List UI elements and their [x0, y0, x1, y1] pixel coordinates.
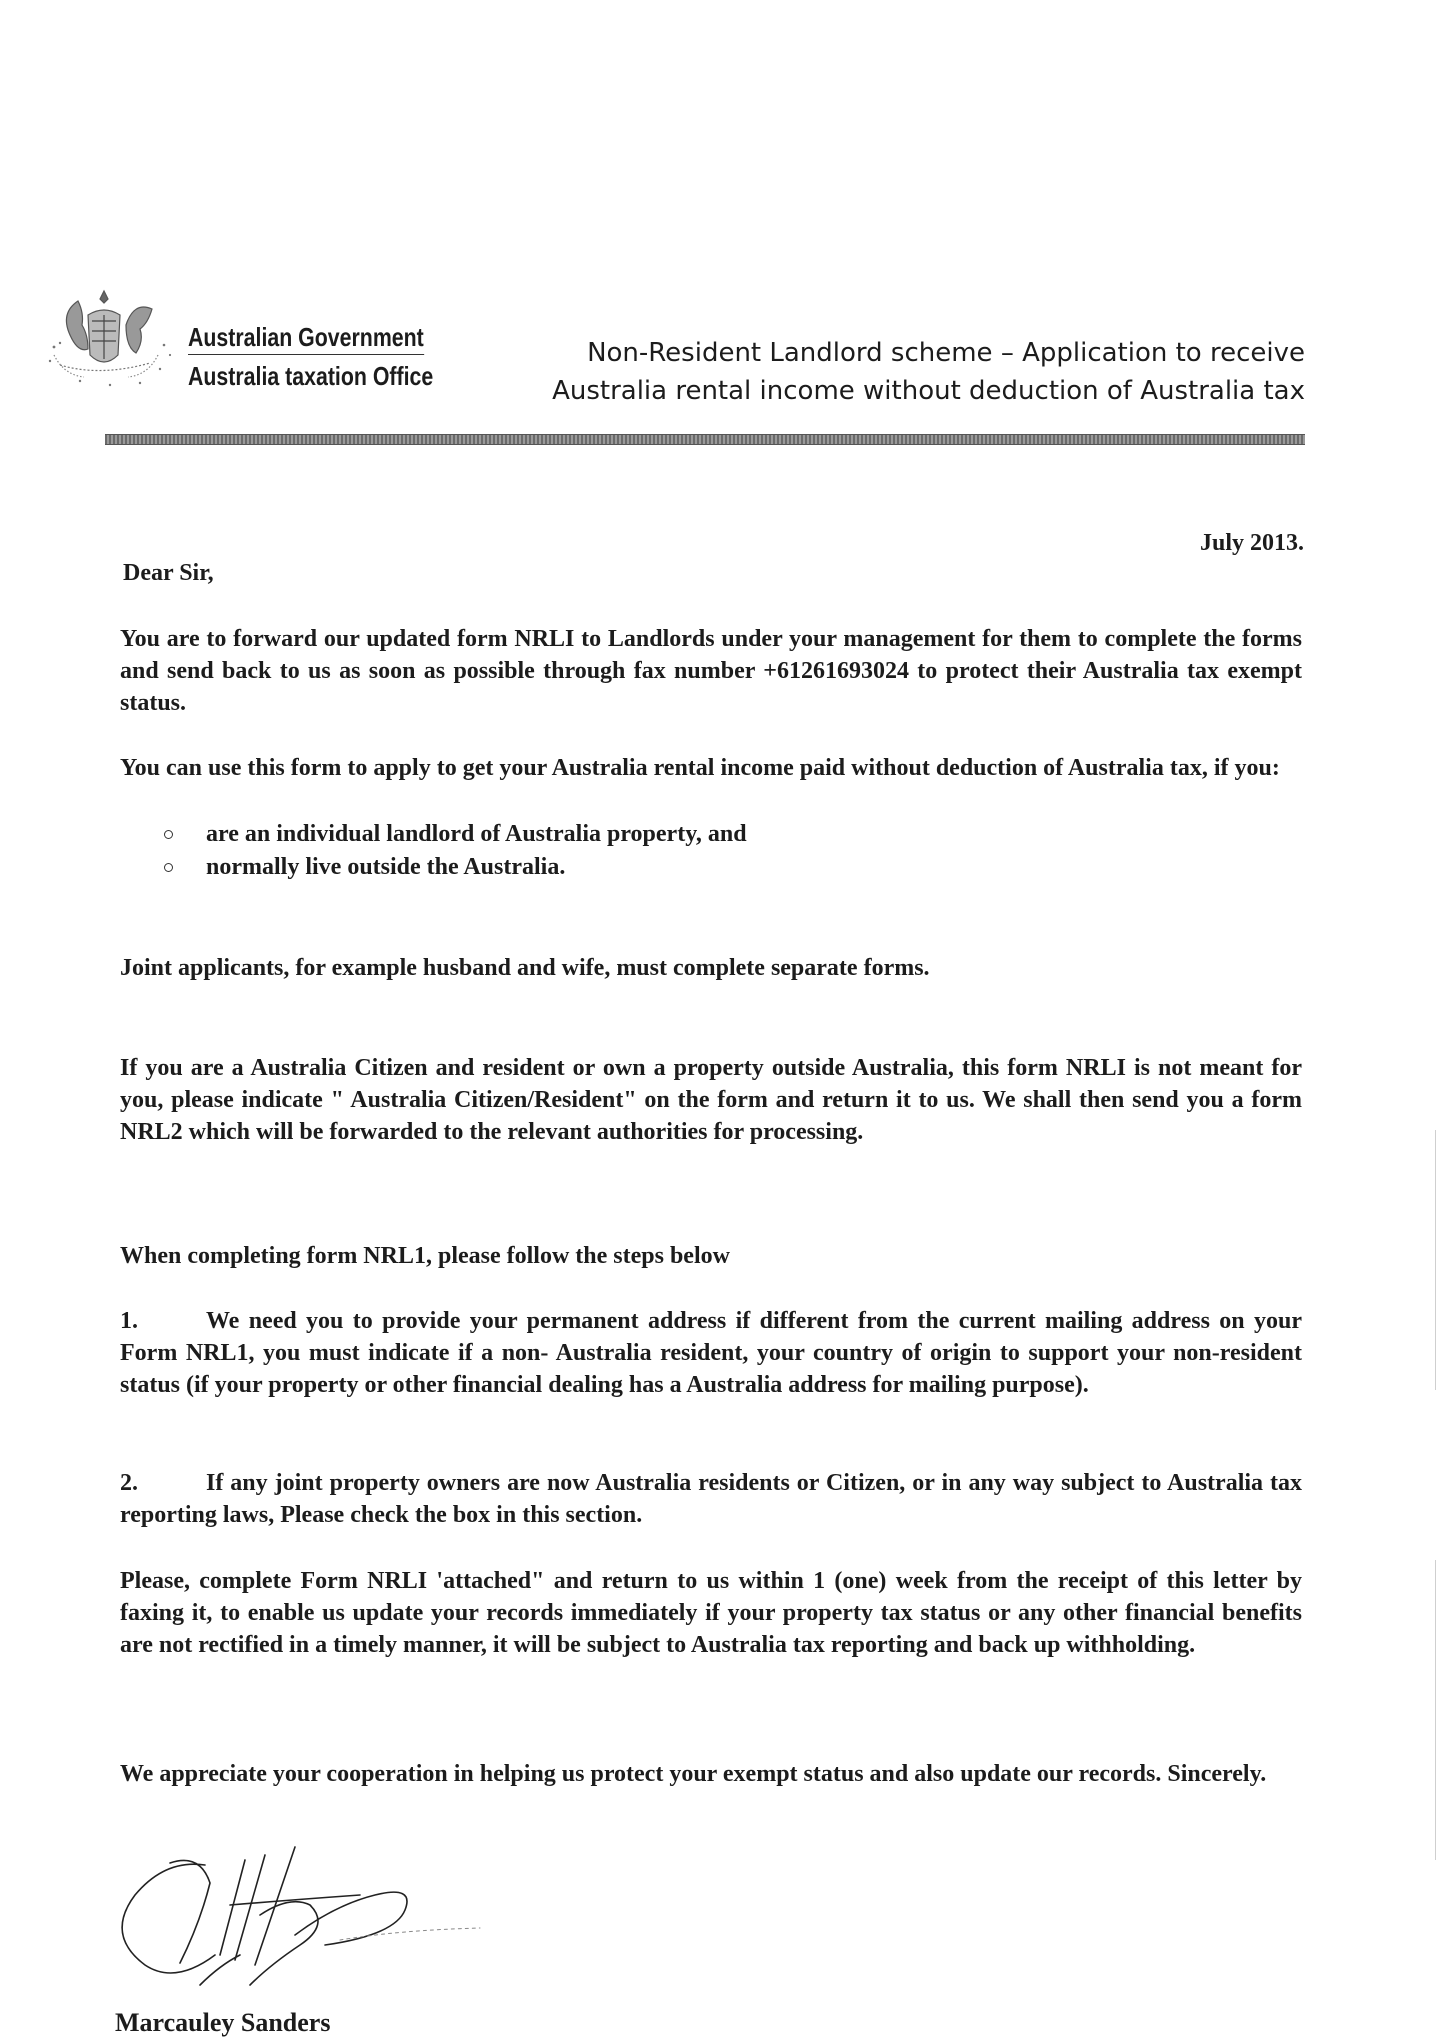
step-1 [120, 1305, 1302, 1401]
document-title-line-1: Non-Resident Landlord scheme – Application to receive [587, 338, 1305, 368]
document-title-line-2: Australia rental income without deduction of Australia tax [552, 376, 1305, 406]
paragraph-return-instructions: Please, complete Form NRLI 'attached" and return to us within 1 (one) week from the receipt of this letter by faxing it, to enable us update your records immediately if your property tax status or any other financial benefits are not rectified in a timely manner, it will be subject to Australia tax reporting and back up withholding. [120, 1568, 1302, 1658]
step-number: 2. [120, 1470, 138, 1496]
government-name: Australian Government [188, 322, 424, 355]
scan-edge-mark [1435, 1130, 1436, 1390]
bullet-icon [164, 863, 173, 872]
list-item-text: are an individual landlord of Australia property, and [206, 821, 747, 847]
paragraph-steps-intro: When completing form NRL1, please follow the steps below [120, 1243, 730, 1269]
step-number: 1. [120, 1308, 138, 1334]
paragraph-closing: We appreciate your cooperation in helping us protect your exempt status and also update our records. Sincerely. [120, 1761, 1267, 1787]
signature-image [110, 1845, 490, 1995]
coat-of-arms-icon [40, 285, 190, 395]
paragraph-forward-form: You are to forward our updated form NRLI to Landlords under your management for them to complete the forms and send back to us as soon as possible through fax number +61261693024 to protect their Australia tax exempt status. [120, 626, 1302, 716]
list-item-text: normally live outside the Australia. [206, 854, 566, 880]
scan-edge-mark [1435, 1560, 1436, 1860]
step-text: If any joint property owners are now Australia residents or Citizen, or in any way subject to Australia tax reporting laws, Please check the box in this section. [120, 1470, 1302, 1528]
step-text: We need you to provide your permanent address if different from the current mailing address on your Form NRL1, you must indicate if a non- Australia resident, your country of origin to support your non-resident status (if your property or other financial dealing has a Australia address for mailing purpose). [120, 1308, 1302, 1398]
letter-greeting: Dear Sir, [123, 560, 214, 586]
letter-date: July 2013. [1199, 530, 1304, 556]
agency-name: Australia taxation Office [188, 361, 434, 391]
list-item [160, 851, 747, 884]
paragraph-joint-applicants: Joint applicants, for example husband and wife, must complete separate forms. [120, 955, 930, 981]
paragraph-citizen-resident: If you are a Australia Citizen and resident or own a property outside Australia, this form NRLI is not meant for you, please indicate " Australia Citizen/Resident" on the form and return it to us. We shall then send you a form NRL2 which will be forwarded to the relevant authorities for processing. [120, 1055, 1302, 1145]
eligibility-list [160, 818, 747, 884]
bullet-icon [164, 830, 173, 839]
header-divider [105, 434, 1305, 445]
step-2 [120, 1467, 1302, 1531]
document-title [470, 334, 1305, 410]
signer-name: Marcauley Sanders [115, 2008, 331, 2037]
list-item [160, 818, 747, 851]
paragraph-eligibility: You can use this form to apply to get your Australia rental income paid without deduction of Australia tax, if you: [120, 755, 1280, 781]
